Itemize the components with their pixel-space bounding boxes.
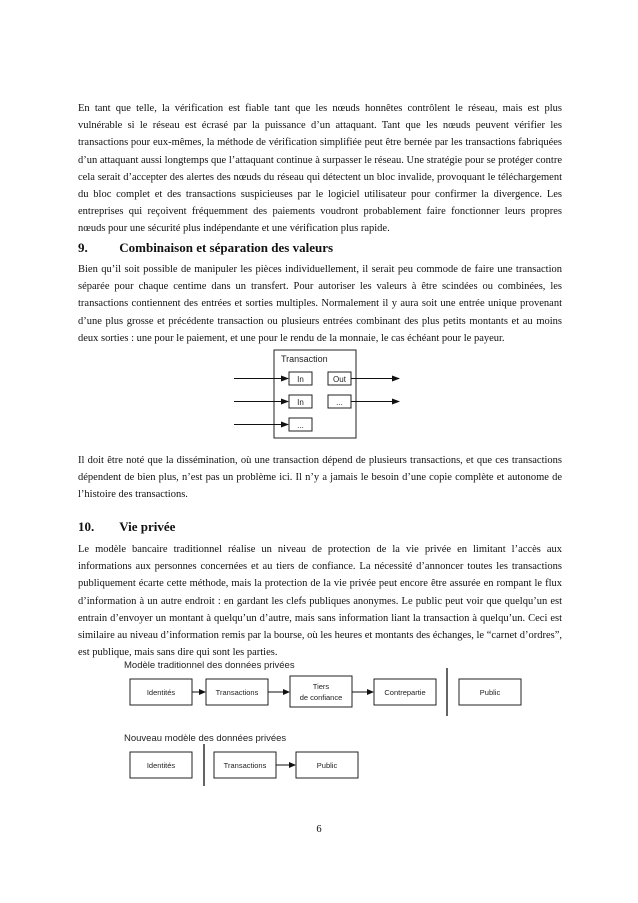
new-model-title: Nouveau modèle des données privées [124,733,287,744]
input-label-1: In [297,375,304,384]
input-label-3: ... [297,421,304,430]
new-transactions-label: Transactions [223,761,267,770]
trad-transactions-label: Transactions [215,688,259,697]
paragraph-vie-privee: Le modèle bancaire traditionnel réalise un niveau de protection de la vie privée en limitant l’accès aux informations aux personnes concernées et au tiers de confiance. La nécessité d’annoncer toutes les transactions publiquement écarte cette méthode, mais la protection de la vie privée peut encore être assurée en rompant le flux d’information à un autre endroit : en gardant les clefs publiques anonymes. Le public peut voir que quelqu’un est entrain d’envoyer un montant à quelqu’un d’autre, mais sans information liant la transaction à quelqu’un. Ceci est similaire au niveau d’information remis par la bourse, où les heures et montants des échanges, le “carnet d’ordres”, est publique, mais sans dire qui sont les parties. [78,544,562,659]
trad-tiers-box [290,676,352,707]
paragraph-combinaison: Bien qu’il soit possible de manipuler les pièces individuellement, il serait peu commode de faire une transaction séparée pour chaque centime dans un transfert. Pour autoriser les valeurs à être scindées ou combinées, les transactions contiennent des entrées et sorties multiples. Normalement il y aura soit une entrée unique provenant d’une plus grosse et précédente transaction ou plusieurs entrées combinant des plus petits montants et au moins deux sorties : une pour le paiement, et une pour le rendu de la monnaie, le cas échéant pour le payeur. [78,264,562,344]
output-label-2: ... [336,398,343,407]
traditional-model-title: Modèle traditionnel des données privées [124,660,295,671]
input-label-2: In [297,398,304,407]
section-number: 10. [78,519,95,534]
transaction-title: Transaction [281,354,328,364]
trad-tiers-label-line1: Tiers [312,682,330,691]
page-number: 6 [316,824,322,835]
section-title: Combinaison et séparation des valeurs [119,240,334,255]
trad-contrepartie-label: Contrepartie [384,688,426,697]
trad-public-label: Public [479,688,501,697]
output-label-1: Out [333,375,346,384]
new-public-label: Public [316,761,338,770]
new-identites-label: Identités [146,761,176,770]
section-title: Vie privée [119,519,176,534]
section-number: 9. [78,240,88,255]
trad-identites-label: Identités [146,688,176,697]
trad-tiers-label-line2: de confiance [299,693,343,702]
paragraph-dissemination: Il doit être noté que la dissémination, où une transaction dépend de plusieurs transactions, et que ces transactions dépendent de bien plus, n’est pas un problème ici. Il n’y a jamais le besoin d’une copie complète et autonome de l’histoire des transactions. [78,455,562,501]
paragraph-verification: En tant que telle, la vérification est fiable tant que les nœuds honnêtes contrôlent le réseau, mais est plus vulnérable si le réseau est écrasé par la puissance d’un attaquant. Tant que les nœuds peuvent vérifier les transactions pour eux-mêmes, la méthode de vérification simplifiée peut être bernée par les transactions fabriquées d’un attaquant aussi longtemps que l’attaquant continue à surpasser le réseau. Une stratégie pour se protéger contre cela serait d’accepter des alertes des nœuds du réseau qui détectent un bloc invalide, provoquant le téléchargement du bloc complet et des transactions suspicieuses par le logiciel utilisateur pour confirmer la divergence. Les entreprises qui reçoivent fréquemment des paiements voudront probablement faire fonctionner leurs propres nœuds pour une sécurité plus indépendante et une vérification plus rapide. [78,103,562,235]
